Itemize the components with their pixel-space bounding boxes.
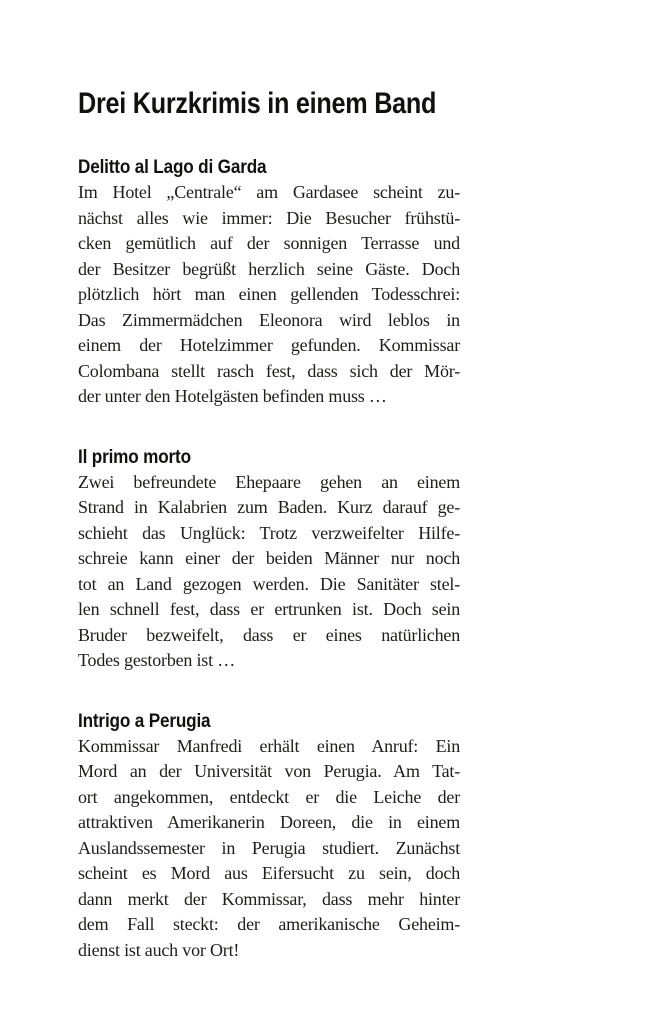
story-paragraph xyxy=(78,734,460,964)
text-line: Mord an der Universität von Perugia. Am Tat- xyxy=(78,761,460,781)
text-line: Auslandssemester in Perugia studiert. Zunächst xyxy=(78,837,460,858)
text-line: einem der Hotelzimmer gefunden. Kommissar xyxy=(78,335,460,355)
text-line: plötzlich hört man einen gellenden Todesschrei: xyxy=(78,284,460,304)
story-paragraph xyxy=(78,470,460,674)
text-column xyxy=(78,88,460,963)
text-line: schieht das Unglück: Trotz verzweifelter Hilfe- xyxy=(78,522,460,543)
text-line: tot an Land gezogen werden. Die Sanitäter stel- xyxy=(78,573,460,594)
text-line: der unter den Hotelgästen befinden muss … xyxy=(78,386,387,406)
text-line: cken gemütlich auf der sonnigen Terrasse und xyxy=(78,233,460,253)
text-line: scheint es Mord aus Eifersucht zu sein, doch xyxy=(78,863,460,883)
text-line: Kommissar Manfredi erhält einen Anruf: Ein xyxy=(78,735,460,756)
story-paragraph xyxy=(78,180,460,410)
story-section-intrigo xyxy=(78,708,460,964)
text-line: schreie kann einer der beiden Männer nur noch xyxy=(78,548,460,568)
text-line: nächst alles wie immer: Die Besucher frühstü- xyxy=(78,207,460,228)
story-heading: Intrigo a Perugia xyxy=(78,709,211,732)
text-line: Im Hotel „Centrale“ am Gardasee scheint zu- xyxy=(78,182,460,202)
story-heading: Delitto al Lago di Garda xyxy=(78,156,267,178)
story-section-primo-morto xyxy=(78,444,460,674)
text-line: Colombana stellt rasch fest, dass sich der Mör- xyxy=(78,360,460,381)
text-line: ort angekommen, entdeckt er die Leiche der xyxy=(78,786,460,807)
text-line: dienst ist auch vor Ort! xyxy=(78,939,240,960)
text-line: dann merkt der Kommissar, dass mehr hinter xyxy=(78,888,460,909)
text-line: len schnell fest, dass er ertrunken ist. Doch sein xyxy=(78,599,460,619)
story-section-delitto xyxy=(78,154,460,410)
text-line: Bruder bezweifelt, dass er eines natürlichen xyxy=(78,624,460,645)
text-line: Strand in Kalabrien zum Baden. Kurz darauf ge- xyxy=(78,497,460,517)
text-line: Das Zimmermädchen Eleonora wird leblos in xyxy=(78,309,460,330)
text-line: Zwei befreundete Ehepaare gehen an einem xyxy=(78,471,460,492)
text-line: attraktiven Amerikanerin Doreen, die in einem xyxy=(78,812,460,832)
story-heading: Il primo morto xyxy=(78,445,191,468)
text-line: dem Fall steckt: der amerikanische Geheim- xyxy=(78,914,460,934)
text-line: der Besitzer begrüßt herzlich seine Gäste. Doch xyxy=(78,258,460,279)
text-line: Todes gestorben ist … xyxy=(78,650,236,670)
page-title: Drei Kurzkrimis in einem Band xyxy=(78,87,437,120)
